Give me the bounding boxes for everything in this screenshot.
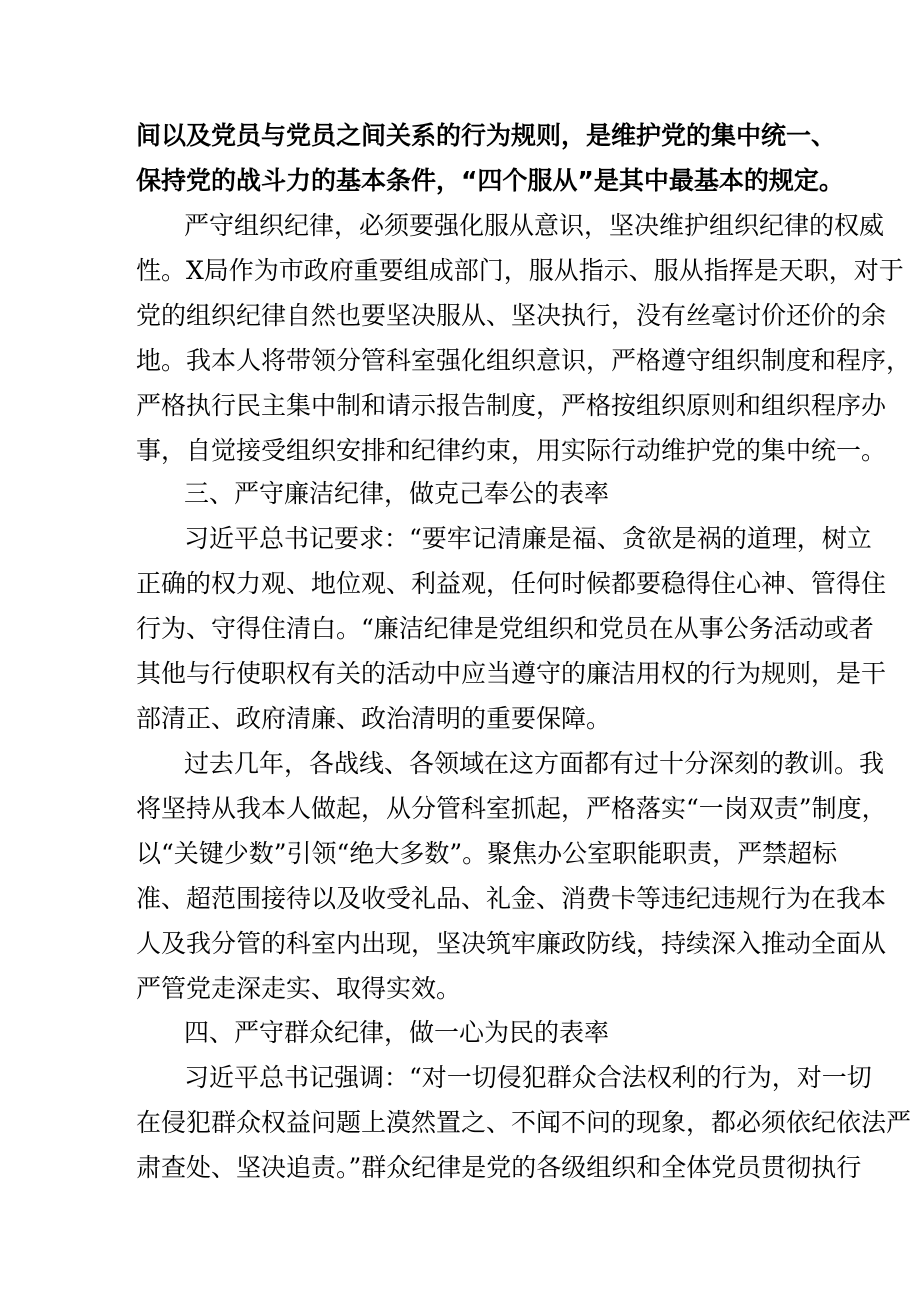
paragraph-first-line: 习近平总书记强调：“对一切侵犯群众合法权利的行为，对一切 xyxy=(184,1063,872,1092)
text-line: 严管党走深走实、取得实效。 xyxy=(136,974,462,1003)
text-line: 其他与行使职权有关的活动中应当遵守的廉洁用权的行为规则，是干 xyxy=(136,659,887,688)
text-line: 人及我分管的科室内出现，坚决筑牢廉政防线，持续深入推动全面从 xyxy=(136,929,887,958)
text-line: 将坚持从我本人做起，从分管科室抓起，严格落实“一岗双责”制度， xyxy=(136,794,887,823)
paragraph-first-line: 习近平总书记要求：“要牢记清廉是福、贪欲是祸的道理，树立 xyxy=(184,524,872,553)
paragraph-first-line: 过去几年，各战线、各领域在这方面都有过十分深刻的教训。我 xyxy=(184,749,885,778)
text-line: 肃查处、坚决追责。”群众纪律是党的各级组织和全体党员贯彻执行 xyxy=(136,1153,862,1182)
text-line: 以“关键少数”引领“绝大多数”。聚焦办公室职能职责，严禁超标 xyxy=(136,839,838,868)
text-line: 行为、守得住清白。“廉洁纪律是党组织和党员在从事公务活动或者 xyxy=(136,614,874,643)
section-heading: 四、严守群众纪律，做一心为民的表率 xyxy=(184,1018,610,1047)
text-line: 部清正、政府清廉、政治清明的重要保障。 xyxy=(136,704,612,733)
text-line: 保持党的战斗力的基本条件，“四个服从”是其中最基本的规定。 xyxy=(136,166,844,195)
text-line: 地。我本人将带领分管科室强化组织意识，严格遵守组织制度和程序， xyxy=(136,346,912,375)
text-line: 在侵犯群众权益问题上漠然置之、不闻不问的现象，都必须依纪依法严 xyxy=(136,1108,912,1137)
text-line: 性。X局作为市政府重要组成部门，服从指示、服从指挥是天职，对于 xyxy=(136,256,904,285)
text-line: 正确的权力观、地位观、利益观，任何时候都要稳得住心神、管得住 xyxy=(136,569,887,598)
section-heading: 三、严守廉洁纪律，做克己奉公的表率 xyxy=(184,479,610,508)
text-line: 党的组织纪律自然也要坚决服从、坚决执行，没有丝毫讨价还价的余 xyxy=(136,301,887,330)
text-line: 事，自觉接受组织安排和纪律约束，用实际行动维护党的集中统一。 xyxy=(136,436,887,465)
paragraph-first-line: 严守组织纪律，必须要强化服从意识，坚决维护组织纪律的权威 xyxy=(184,211,885,240)
text-line: 准、超范围接待以及收受礼品、礼金、消费卡等违纪违规行为在我本 xyxy=(136,884,887,913)
text-line: 严格执行民主集中制和请示报告制度，严格按组织原则和组织程序办 xyxy=(136,391,887,420)
text-line: 间以及党员与党员之间关系的行为规则，是维护党的集中统一、 xyxy=(136,121,837,150)
